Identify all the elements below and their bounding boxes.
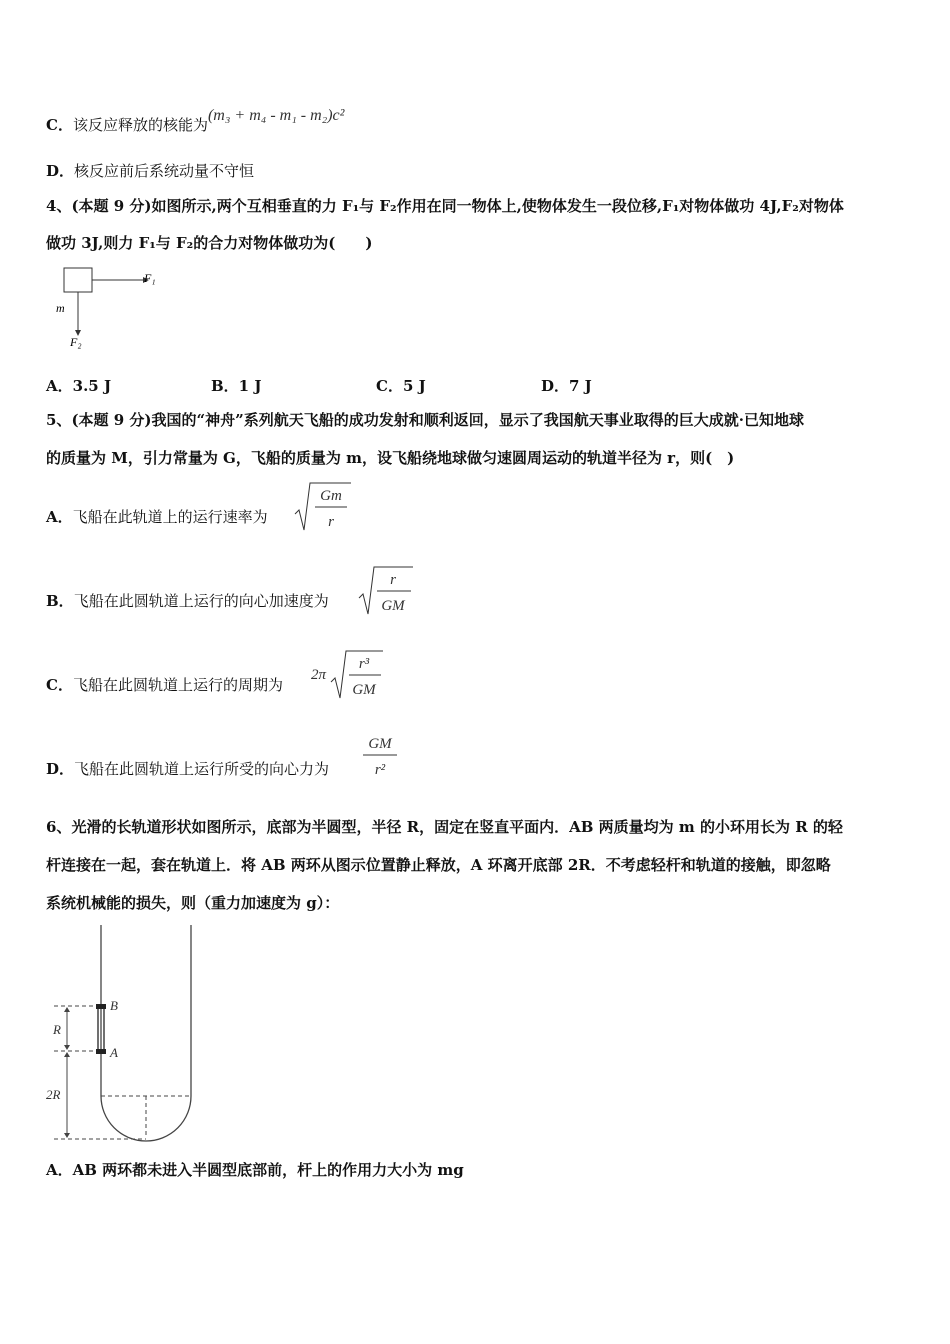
option-d: D．7 J: [541, 377, 592, 395]
option-prefix: A．: [46, 1161, 73, 1179]
option-text: 飞船在此圆轨道上运行所受的向心力为: [74, 760, 330, 778]
formula-coefficient: 2π: [311, 667, 327, 683]
q5-formula-c: [309, 648, 389, 704]
label-f1: F₁: [144, 271, 156, 285]
option-text: 核反应前后系统动量不守恒: [74, 162, 255, 180]
option-prefix: D．: [46, 162, 75, 180]
option-prefix: C．: [46, 676, 73, 694]
energy-formula: (m₃ + m₄ - m₁ - m₂)c²: [207, 107, 345, 124]
option-b: B．1 J: [211, 377, 262, 395]
q6-stem-line1: [46, 817, 843, 837]
question-stem: 光滑的长轨道形状如图所示，底部为半圆型，半径 R，固定在竖直平面内．AB 两质量均为 m 的小环用长为 R 的轻: [71, 818, 843, 836]
formula-denominator: r²: [374, 762, 386, 778]
question-stem: (本题 9 分)我国的“神舟”系列航天飞船的成功发射和顺利返回，显示了我国航天事业取得的巨大成就·已知地球: [71, 411, 804, 429]
q3-option-d: [46, 161, 254, 181]
formula-denominator: r: [328, 514, 334, 530]
q6-stem-line2: 杆连接在一起，套在轨道上．将 AB 两环从图示位置静止释放，A 环离开底部 2R．不考虑轻杆和轨道的接触，即忽略: [46, 856, 831, 874]
q6-option-a: [46, 1160, 464, 1180]
q4-force-diagram: [48, 262, 178, 354]
option-a: A．3.5 J: [46, 377, 112, 395]
option-prefix: D．: [46, 760, 75, 778]
option-c: C．5 J: [376, 377, 426, 395]
question-number: 6、: [46, 818, 72, 836]
formula-denominator: GM: [352, 682, 376, 698]
q5-formula-d: [360, 730, 404, 780]
question-number: 5、: [46, 411, 72, 429]
q4-options: [46, 376, 706, 396]
q5-formula-b: [357, 564, 417, 620]
option-prefix: B．: [46, 592, 74, 610]
q3-option-c: [46, 107, 345, 136]
label-2r: 2R: [46, 1087, 61, 1102]
option-text: 飞船在此轨道上的运行速率为: [72, 508, 268, 526]
question-stem: (本题 9 分)如图所示,两个互相垂直的力 F₁与 F₂作用在同一物体上,使物体发生一段位移,F₁对物体做功 4J,F₂对物体: [71, 197, 844, 215]
label-f2: F₂: [70, 335, 82, 349]
label-a: A: [110, 1045, 118, 1060]
formula-numerator: GM: [368, 736, 392, 752]
formula-denominator: GM: [381, 598, 405, 614]
option-text: 飞船在此圆轨道上运行的向心加速度为: [73, 592, 329, 610]
option-text: 飞船在此圆轨道上运行的周期为: [72, 676, 283, 694]
formula-numerator: Gm: [320, 488, 342, 504]
q4-stem-line1: [46, 196, 844, 216]
q5-option-a: [46, 507, 268, 527]
label-r: R: [53, 1022, 61, 1037]
q5-formula-a: [293, 480, 353, 536]
q5-option-b: [46, 591, 329, 611]
label-b: B: [110, 998, 118, 1013]
option-text: 该反应释放的核能为: [72, 116, 208, 134]
q6-track-diagram: [40, 920, 210, 1145]
formula-numerator: r: [390, 572, 396, 588]
q5-option-c: [46, 675, 283, 695]
option-prefix: A．: [46, 508, 73, 526]
q5-stem-line2: 的质量为 M，引力常量为 G，飞船的质量为 m，设飞船绕地球做匀速圆周运动的轨道半径为 r，则( ): [46, 449, 735, 467]
q6-stem-line3: 系统机械能的损失，则（重力加速度为 g）：: [46, 894, 340, 912]
formula-numerator: r³: [358, 656, 370, 672]
option-text: AB 两环都未进入半圆型底部前，杆上的作用力大小为 mg: [72, 1161, 464, 1179]
label-m: m: [56, 301, 65, 315]
option-prefix: C．: [46, 116, 73, 134]
q4-stem-line2: 做功 3J,则力 F₁与 F₂的合力对物体做功为( ): [46, 234, 373, 252]
question-number: 4、: [46, 197, 72, 215]
q5-stem-line1: [46, 410, 804, 430]
q5-option-d: [46, 759, 329, 779]
